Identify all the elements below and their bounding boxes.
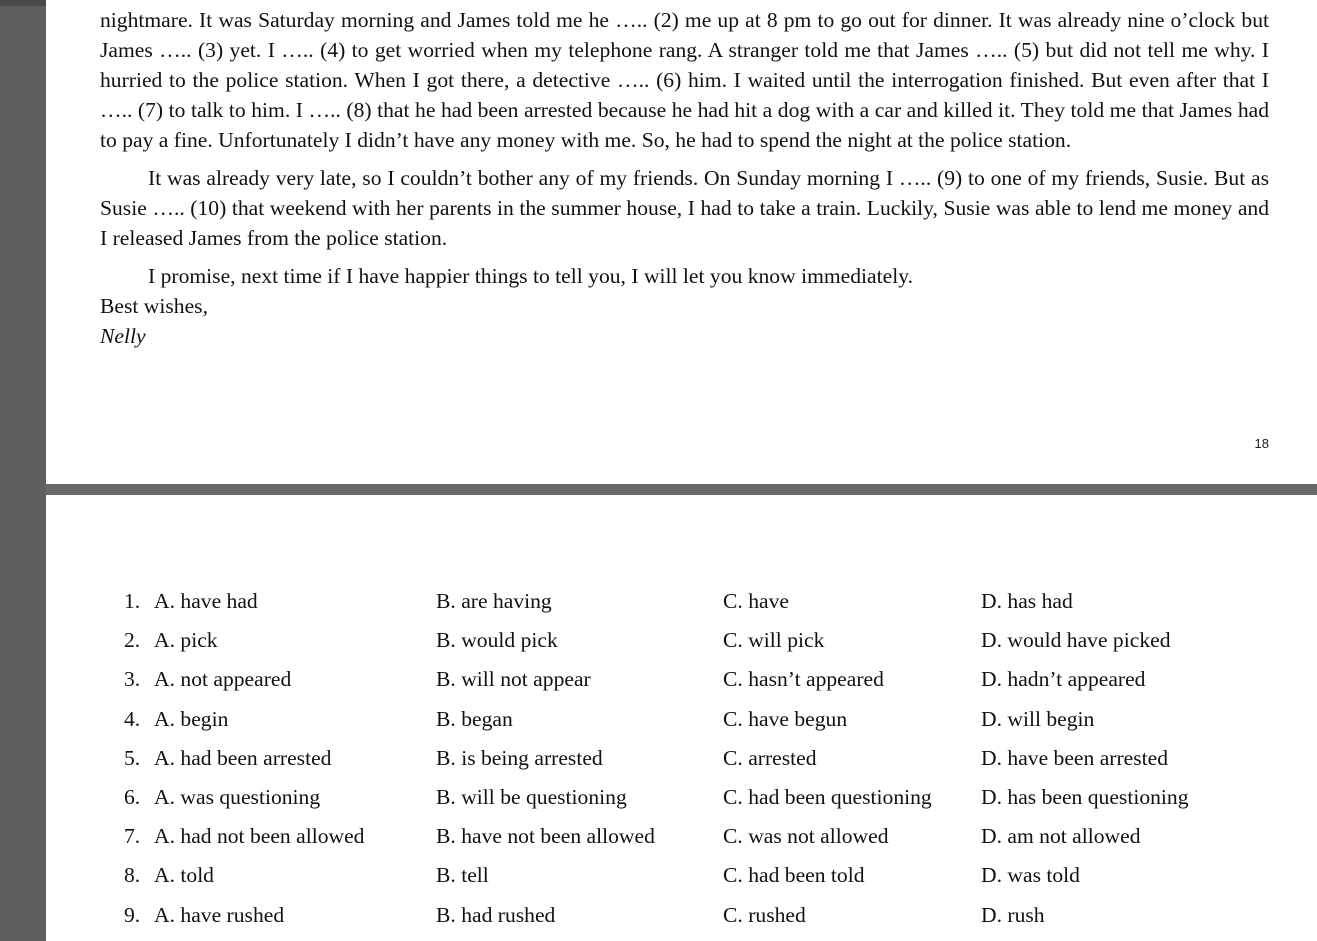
option-b: B. will not appear [436, 667, 591, 692]
option-d: D. would have picked [981, 628, 1171, 653]
option-c: C. have begun [723, 706, 848, 731]
option-a: A. told [154, 863, 214, 888]
option-b: B. would pick [436, 628, 558, 653]
paragraph-1: nightmare. It was Saturday morning and James told me he ….. (2) me up at 8 pm to go out for dinner. It was already nine o’clock but James ….. (3) yet. I ….. (4) to get worried when my telephone rang. A stranger told me that James ….. (5) but did not tell me why. I hurried to the police station. When I got there, a detective ….. (6) him. I waited until the interrogation finished. But even after that I ….. (7) to talk to him. I ….. (8) that he had been arrested because he had hit a dog with a car and killed it. They told me that James had to pay a fine. Unfortunately I didn’t have any money with me. So, he had to spend the night at the police station. [100, 8, 1269, 152]
option-a: A. not appeared [154, 667, 292, 692]
option-b: B. tell [436, 863, 489, 888]
question-number: 4. [124, 706, 141, 731]
option-b: B. are having [436, 589, 552, 613]
option-d: D. has been questioning [981, 784, 1189, 809]
option-b: B. is being arrested [436, 745, 603, 770]
option-c: C. will pick [723, 628, 825, 653]
document-page-top [46, 0, 1317, 484]
option-a: A. have rushed [154, 902, 285, 927]
option-c: C. hasn’t appeared [723, 667, 884, 692]
option-d: D. am not allowed [981, 824, 1141, 849]
signature: Nelly [100, 324, 146, 348]
question-number: 9. [124, 902, 141, 927]
paragraph-3: I promise, next time if I have happier things to tell you, I will let you know immediately. [148, 264, 914, 288]
question-row [46, 860, 1317, 899]
option-a: A. had been arrested [154, 745, 332, 770]
question-number: 6. [124, 784, 141, 809]
question-number: 2. [124, 628, 141, 653]
question-row [46, 821, 1317, 860]
option-d: D. was told [981, 863, 1080, 888]
question-number: 8. [124, 863, 141, 888]
option-b: B. will be questioning [436, 784, 627, 809]
option-a: A. begin [154, 706, 229, 731]
question-row [46, 586, 1317, 625]
option-b: B. have not been allowed [436, 824, 655, 849]
option-d: D. has had [981, 589, 1073, 613]
option-b: B. had rushed [436, 902, 556, 927]
option-a: A. pick [154, 628, 218, 653]
option-c: C. had been questioning [723, 784, 932, 809]
question-number: 7. [124, 824, 141, 849]
page-separator [46, 484, 1317, 495]
letter-text [100, 5, 1269, 351]
option-c: C. arrested [723, 745, 817, 770]
question-row [46, 704, 1317, 743]
question-row [46, 900, 1317, 939]
question-number: 1. [124, 589, 141, 613]
option-d: D. hadn’t appeared [981, 667, 1146, 692]
document-page-bottom [46, 495, 1317, 941]
page-number: 18 [1254, 436, 1269, 451]
option-a: A. was questioning [154, 784, 321, 809]
question-row [46, 782, 1317, 821]
question-row [46, 625, 1317, 664]
question-row [46, 664, 1317, 703]
closing-line: Best wishes, [100, 294, 208, 318]
paragraph-2: It was already very late, so I couldn’t bother any of my friends. On Sunday morning I ….. (9) to one of my friends, Susie. But as Susie ….. (10) that weekend with her parents in the summer house, I had to take a train. Luckily, Susie was able to lend me money and I released James from the police station. [100, 166, 1269, 250]
question-row [46, 743, 1317, 782]
option-d: D. rush [981, 902, 1045, 927]
option-a: A. had not been allowed [154, 824, 365, 849]
question-number: 3. [124, 667, 141, 692]
option-a: A. have had [154, 589, 258, 613]
option-b: B. began [436, 706, 513, 731]
option-c: C. have [723, 589, 789, 613]
question-list [46, 586, 1317, 939]
option-d: D. will begin [981, 706, 1095, 731]
option-c: C. was not allowed [723, 824, 889, 849]
option-d: D. have been arrested [981, 745, 1169, 770]
question-number: 5. [124, 745, 141, 770]
option-c: C. had been told [723, 863, 865, 888]
option-c: C. rushed [723, 902, 806, 927]
